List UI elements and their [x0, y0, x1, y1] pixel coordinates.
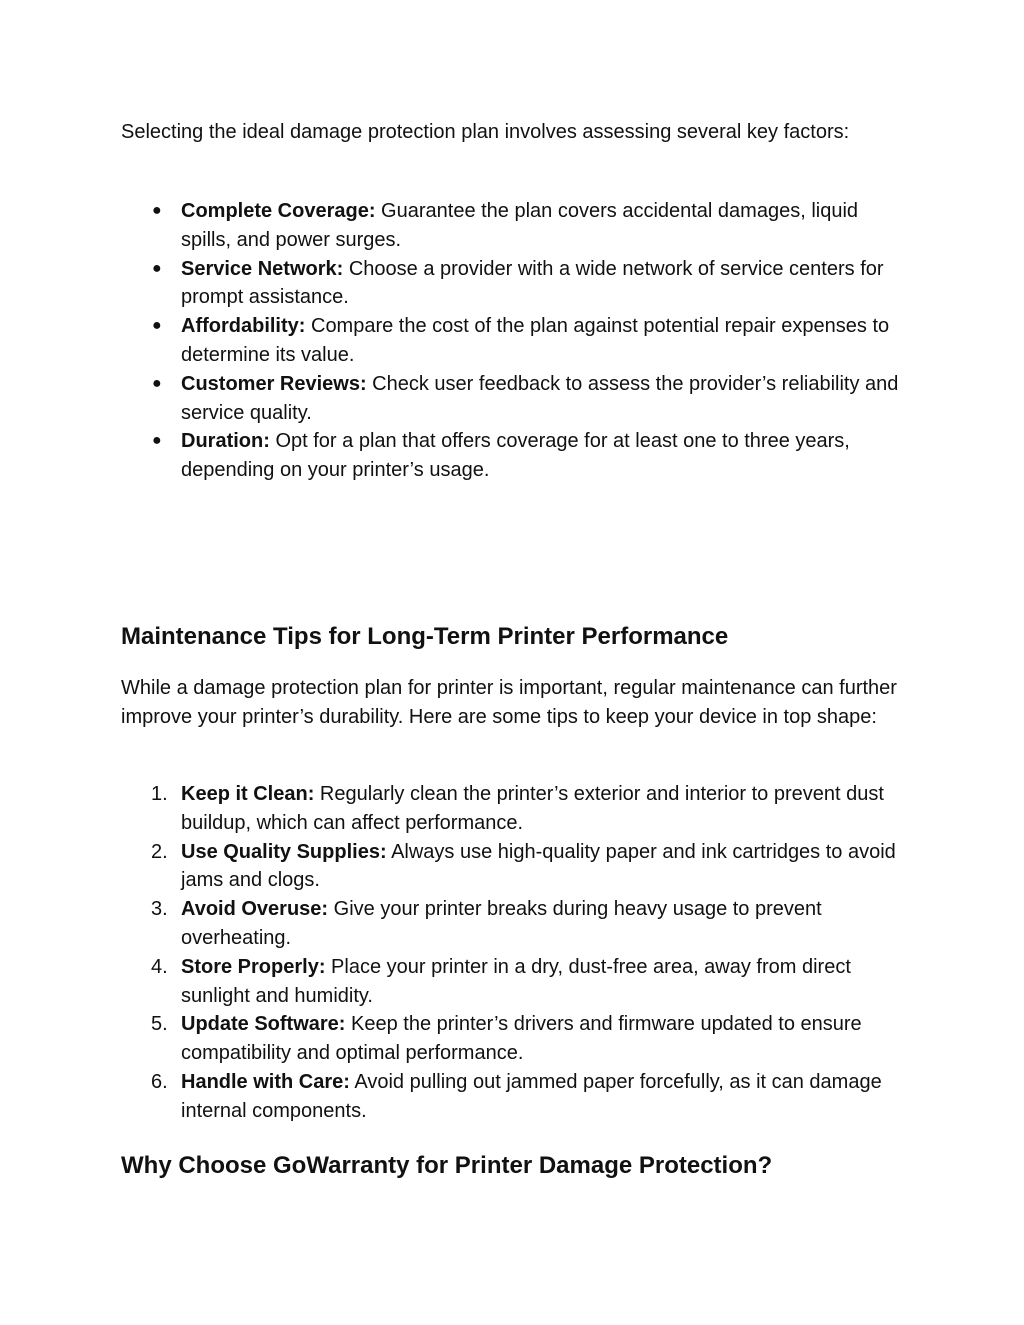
factor-term: Affordability:: [181, 315, 306, 338]
tip-term: Avoid Overuse:: [181, 898, 329, 921]
list-item: [121, 895, 911, 953]
tip-term: Handle with Care:: [181, 1070, 350, 1093]
list-item: [121, 197, 911, 255]
list-item: [121, 1010, 911, 1068]
factor-term: Service Network:: [181, 257, 344, 280]
tip-text: Keep the printer’s drivers and firmware updated to ensure compatibility and optimal performance.: [181, 1013, 862, 1065]
list-item: [121, 838, 911, 896]
bullet-icon: ●: [152, 317, 162, 335]
tip-text: Give your printer breaks during heavy usage to prevent overheating.: [181, 898, 822, 949]
bullet-icon: ●: [152, 374, 162, 392]
list-item: [121, 370, 911, 428]
bullet-icon: ●: [152, 259, 162, 277]
bullet-icon: ●: [152, 202, 162, 219]
tip-text: Always use high-quality paper and ink cartridges to avoid jams and clogs.: [181, 840, 896, 892]
why-heading: Why Choose GoWarranty for Printer Damage Protection?: [121, 1152, 773, 1179]
tip-term: Use Quality Supplies:: [181, 840, 387, 863]
maintenance-paragraph: While a damage protection plan for printer is important, regular maintenance can further improve your printer’s durability. Here are some tips to keep your device in top shape:: [121, 677, 897, 728]
factor-text: Compare the cost of the plan against potential repair expenses to determine its value.: [181, 315, 890, 366]
factor-text: Choose a provider with a wide network of service centers for prompt assistance.: [181, 257, 884, 309]
tip-text: Place your printer in a dry, dust-free area, away from direct sunlight and humidity.: [181, 955, 851, 1007]
list-number: 3.: [151, 898, 168, 921]
list-number: 5.: [151, 1013, 168, 1036]
factor-term: Complete Coverage:: [181, 200, 376, 222]
tip-text: Avoid pulling out jammed paper forcefully, as it can damage internal components.: [181, 1070, 882, 1122]
intro-paragraph: Selecting the ideal damage protection plan involves assessing several key factors:: [121, 121, 850, 143]
factor-term: Duration:: [181, 430, 270, 453]
list-number: 2.: [151, 840, 168, 863]
maintenance-heading: Maintenance Tips for Long-Term Printer Performance: [121, 623, 729, 650]
tip-term: Store Properly:: [181, 955, 326, 978]
factor-text: Guarantee the plan covers accidental damages, liquid spills, and power surges.: [181, 200, 859, 251]
factor-text: Opt for a plan that offers coverage for at least one to three years, depending on your printer’s usage.: [181, 430, 850, 482]
bullet-icon: ●: [152, 432, 162, 450]
list-item: [121, 312, 911, 370]
list-item: [121, 427, 911, 485]
tip-text: Regularly clean the printer’s exterior and interior to prevent dust buildup, which can affect performance.: [181, 783, 884, 834]
list-item: [121, 780, 911, 838]
list-number: 6.: [151, 1070, 168, 1093]
list-number: 4.: [151, 955, 168, 978]
list-number: 1.: [151, 783, 168, 805]
tip-term: Update Software:: [181, 1013, 346, 1036]
factor-text: Check user feedback to assess the provider’s reliability and service quality.: [181, 372, 899, 424]
factors-list: [121, 197, 911, 485]
factor-term: Customer Reviews:: [181, 372, 367, 395]
tip-term: Keep it Clean:: [181, 783, 315, 805]
list-item: [121, 1068, 911, 1126]
list-item: [121, 953, 911, 1011]
tips-list: [121, 780, 911, 1126]
list-item: [121, 255, 911, 313]
